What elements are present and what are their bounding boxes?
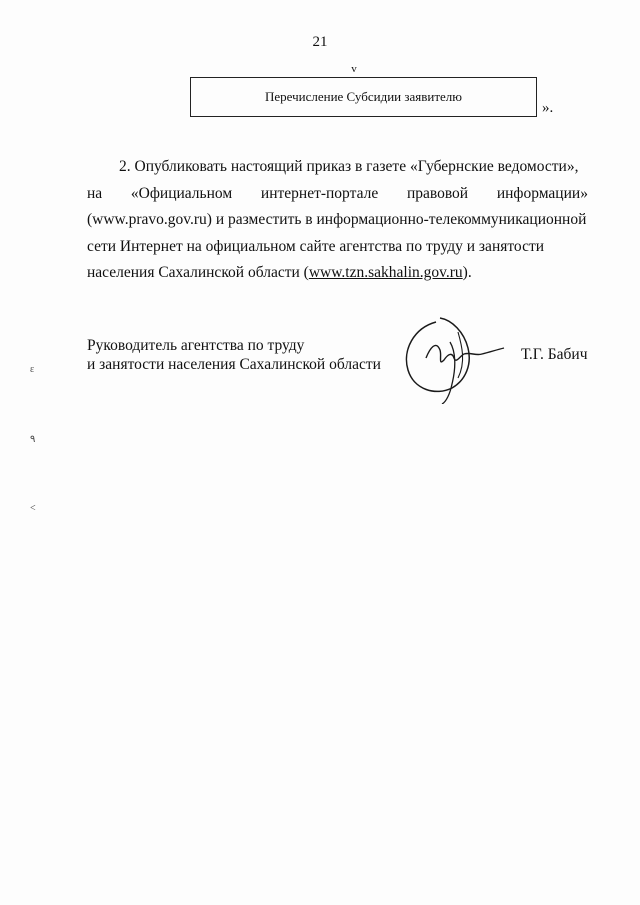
position-line: и занятости населения Сахалинской области <box>87 356 381 373</box>
handwritten-signature-icon <box>396 312 508 404</box>
margin-mark: < <box>30 503 36 514</box>
closing-quote: ». <box>542 100 554 116</box>
paragraph-line: (www.pravo.gov.ru) и разместить в информационно-телекоммуникационной <box>87 211 587 228</box>
paragraph-line: сети Интернет на официальном сайте агентства по труду и занятости <box>87 237 545 255</box>
paragraph-line-justified <box>87 181 588 208</box>
site-url-link[interactable]: www.tzn.sakhalin.gov.ru <box>308 264 463 281</box>
paragraph-text: ). <box>462 264 472 281</box>
paragraph-line: 2. Опубликовать настоящий приказ в газете «Губернские ведомости», <box>119 158 579 175</box>
page-number: 21 <box>312 34 328 50</box>
margin-mark: ٩ <box>30 434 36 445</box>
signatory-name: Т.Г. Бабич <box>521 346 588 363</box>
position-line: Руководитель агентства по труду <box>87 337 305 354</box>
paragraph-word: интернет-портале <box>260 184 379 202</box>
paragraph-word: на <box>87 184 103 202</box>
flowchart-box <box>190 77 537 117</box>
publication-paragraph <box>87 154 588 287</box>
paragraph-text: населения Сахалинской области ( <box>87 264 309 281</box>
flowchart-box-text: Перечисление Субсидии заявителю <box>265 89 462 104</box>
paragraph-word: правовой <box>406 184 469 202</box>
signatory-position <box>87 336 381 374</box>
paragraph-line-with-url <box>87 260 588 287</box>
paragraph-word: информации» <box>496 184 588 202</box>
flow-connector-arrow: v <box>351 63 357 75</box>
margin-mark: ε <box>30 364 35 375</box>
paragraph-word: «Официальном <box>130 184 233 202</box>
